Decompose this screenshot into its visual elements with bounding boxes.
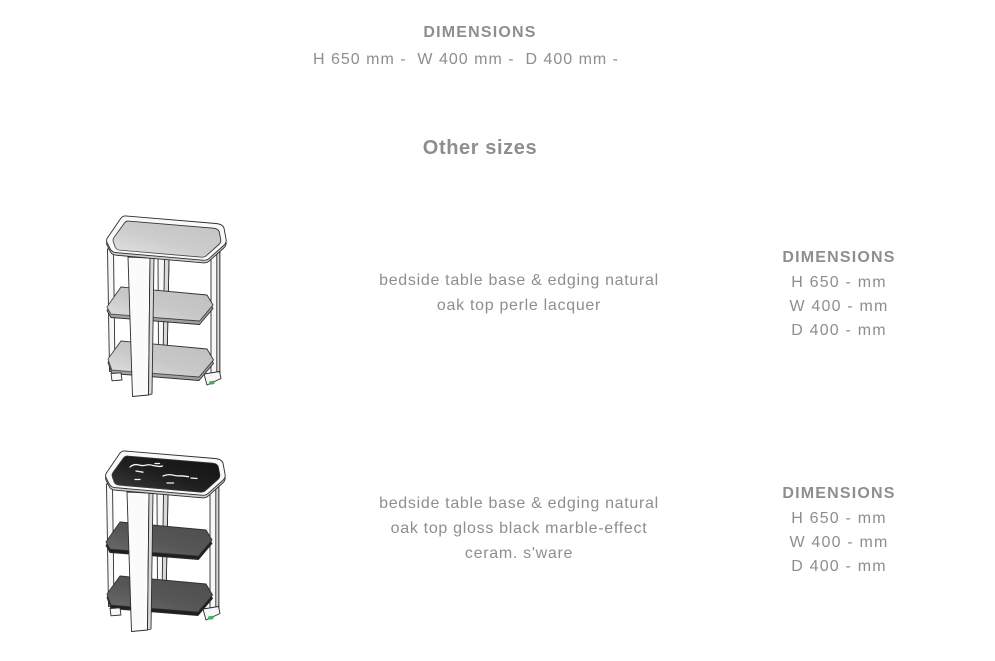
product-dimensions — [759, 248, 919, 343]
bedside-table-drawing — [105, 448, 227, 634]
description-line: bedside table base & edging natural — [379, 272, 659, 289]
dimension-height: H 650 - mm — [791, 510, 887, 527]
other-sizes-heading: Other sizes — [422, 137, 538, 159]
table-top — [106, 451, 226, 498]
dimension-height: H 650 - mm — [791, 274, 887, 291]
description-line: oak top perle lacquer — [436, 297, 602, 314]
middle-shelf — [107, 287, 213, 325]
green-glide-mark — [208, 616, 214, 620]
main-dimensions-line: H 650 mm - W 400 mm - D 400 mm - — [312, 51, 620, 68]
dimension-width: W 400 - mm — [789, 534, 889, 551]
table-top — [107, 216, 227, 263]
dimension-depth: D 400 - mm — [791, 558, 887, 575]
page-title: DIMENSIONS — [423, 24, 537, 41]
middle-shelf — [106, 522, 212, 560]
front-panel-leg — [127, 492, 153, 632]
product-description — [339, 491, 699, 566]
bedside-table-illustration-black-marble — [105, 448, 227, 634]
dimension-width: W 400 - mm — [789, 298, 889, 315]
bedside-table-drawing — [106, 213, 228, 399]
description-line: oak top gloss black marble-effect — [390, 520, 648, 537]
description-line: bedside table base & edging natural — [379, 495, 659, 512]
product-description — [339, 268, 699, 318]
front-panel-leg — [128, 257, 154, 397]
dimensions-title: DIMENSIONS — [782, 485, 896, 502]
bottom-shelf — [107, 576, 213, 616]
dimension-depth: D 400 - mm — [791, 322, 887, 339]
dimensions-title: DIMENSIONS — [782, 249, 896, 266]
description-line: ceram. s'ware — [464, 545, 574, 562]
bedside-table-illustration-perle — [106, 213, 228, 399]
bottom-shelf — [108, 341, 214, 381]
product-dimensions — [759, 484, 919, 579]
green-glide-mark — [209, 381, 215, 385]
